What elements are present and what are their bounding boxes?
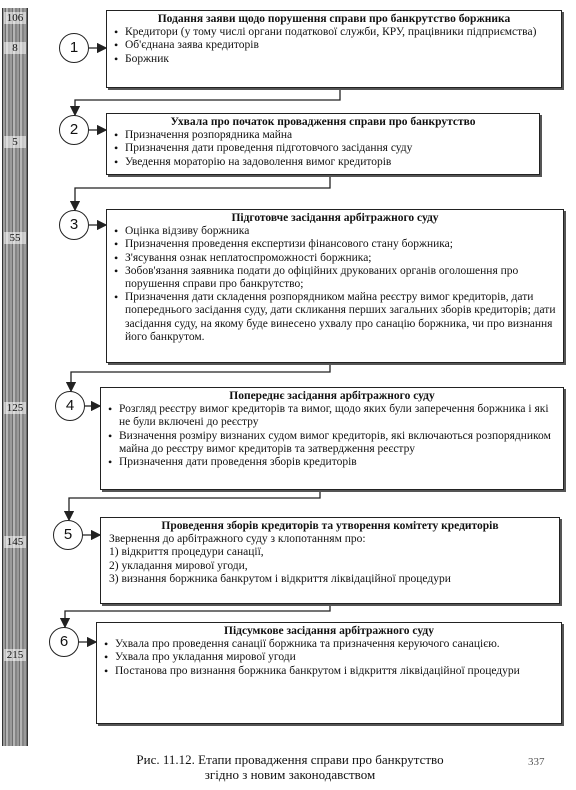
stage-item: • Об'єднана заява кредиторів — [113, 39, 555, 52]
stage-item: • Постанова про визнання боржника банкрутом і відкриття ліквідаційної процедури — [103, 665, 555, 678]
stage-box-2 — [106, 113, 540, 175]
stage-box-5 — [100, 517, 560, 604]
figure-caption — [80, 752, 500, 782]
strip-tick: 106 — [4, 12, 26, 24]
stage-box-1 — [106, 10, 562, 88]
stage-lead-text: Звернення до арбітражного суду з клопотанням про: — [109, 533, 366, 546]
caption-line-2: згідно з новим законодавством — [204, 767, 376, 782]
stage-title: Підготовче засідання арбітражного суду — [231, 212, 439, 224]
strip-tick: 145 — [4, 536, 26, 548]
stage-box-6 — [96, 622, 562, 724]
stage-number-1: 1 — [59, 33, 89, 63]
stage-title: Ухвала про початок провадження справи про банкрутство — [170, 116, 476, 128]
stage-title: Проведення зборів кредиторів та утворення комітету кредиторів — [161, 520, 499, 532]
stage-number-3: 3 — [59, 210, 89, 240]
strip-tick: 5 — [4, 136, 26, 148]
stage-item: • Призначення дати проведення зборів кредиторів — [107, 456, 557, 469]
caption-line-1: Рис. 11.12. Етапи провадження справи про банкрутство — [136, 752, 444, 767]
strip-tick: 8 — [4, 42, 26, 54]
strip-tick: 55 — [4, 232, 26, 244]
stage-item: • Призначення розпорядника майна — [113, 129, 533, 142]
stage-item: • Призначення проведення експертизи фінансового стану боржника; — [113, 238, 557, 251]
connector-2-3 — [75, 175, 330, 210]
stage-item: 3) визнання боржника банкрутом і відкриття ліквідаційної процедури — [109, 572, 451, 585]
connector-4-5 — [69, 490, 320, 520]
stage-item: 1) відкриття процедури санації, — [109, 546, 264, 559]
stage-item: • Кредитори (у тому числі органи податкової служби, КРУ, працівники підприємства) — [113, 26, 555, 39]
stage-item: • Боржник — [113, 53, 555, 66]
stage-item: • Ухвала про проведення санації боржника та призначення керуючого санацією. — [103, 638, 555, 651]
stage-box-4 — [100, 387, 564, 490]
stage-item: • Зобов'язання заявника подати до офіційних друкованих органів оголошення про порушення справи про банкрутство; — [113, 265, 557, 291]
stage-item: • Розгляд реєстру вимог кредиторів та вимог, щодо яких були заперечення боржника і які не були включені до реєстру — [107, 403, 557, 429]
stage-title: Подання заяви щодо порушення справи про банкрутство боржника — [157, 13, 511, 25]
stage-item: • З'ясування ознак неплатоспроможності боржника; — [113, 252, 557, 265]
stage-item: • Визначення розміру визнаних судом вимог кредиторів, які включаються розпорядником майна до реєстру вимог кредиторів та затвердження реєстру — [107, 430, 557, 456]
strip-tick: 125 — [4, 402, 26, 414]
page-number: 337 — [528, 756, 545, 768]
connector-1-2 — [75, 88, 340, 115]
stage-number-5: 5 — [53, 520, 83, 550]
stage-number-2: 2 — [59, 115, 89, 145]
stage-item: • Призначення дати складення розпорядником майна реєстру вимог кредиторів, дати попереднього засідання суду, дати скликання перших загальних зборів кредиторів; дати засідання суду, на якому буде винесено ухвалу про санацію боржника, чи про визнання його банкрутом. — [113, 291, 557, 344]
stage-item: • Уведення мораторію на задоволення вимог кредиторів — [113, 156, 533, 169]
stage-box-3 — [106, 209, 564, 363]
strip-tick: 215 — [4, 649, 26, 661]
stage-item: • Призначення дати проведення підготовчого засідання суду — [113, 142, 533, 155]
stage-number-6: 6 — [49, 627, 79, 657]
stage-item: • Оцінка відзиву боржника — [113, 225, 557, 238]
stage-item: • Ухвала про укладання мирової угоди — [103, 651, 555, 664]
stage-item: 2) укладання мирової угоди, — [109, 559, 248, 572]
stage-title: Підсумкове засідання арбітражного суду — [224, 625, 434, 637]
stage-number-4: 4 — [55, 391, 85, 421]
stage-title: Попереднє засідання арбітражного суду — [229, 390, 435, 402]
